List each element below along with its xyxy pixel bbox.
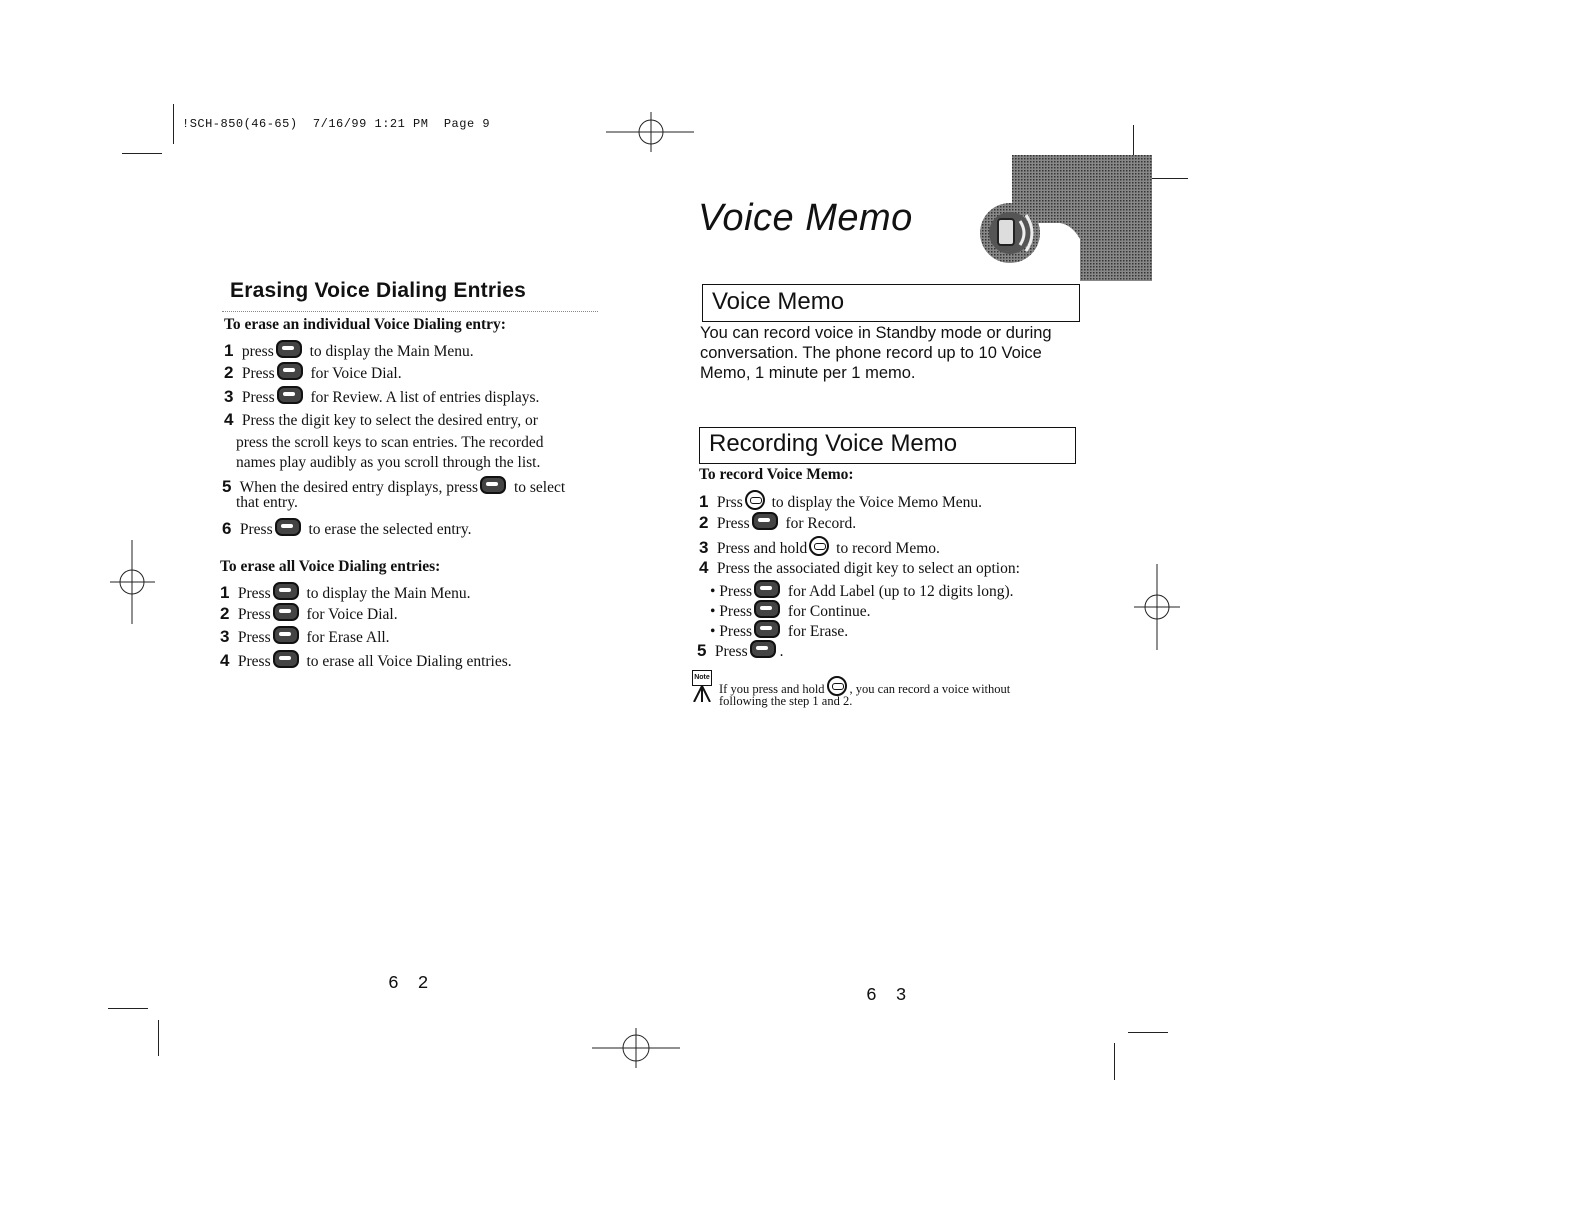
ok-key-icon (750, 640, 776, 658)
crop-mark (108, 1008, 148, 1009)
registration-mark-icon (606, 112, 696, 152)
section-heading: Recording Voice Memo (699, 427, 1076, 464)
list-item: 2 Press for Voice Dial. (220, 604, 398, 623)
list-item: 5 Press . (697, 641, 784, 660)
subheading: To erase an individual Voice Dialing entry: (224, 316, 506, 333)
list-item: 4 Press the digit key to select the desired entry, or (224, 410, 538, 429)
option-item: • Press for Erase. (710, 620, 848, 641)
voice-memo-key-icon (745, 490, 765, 510)
key-3-icon (277, 386, 303, 404)
subheading: To record Voice Memo: (699, 466, 854, 483)
key-2-icon (277, 362, 303, 380)
ok-key-icon (275, 518, 301, 536)
page-title: Voice Memo (698, 197, 913, 239)
key-1-icon (754, 580, 780, 598)
list-item: 6 Press to erase the selected entry. (222, 519, 472, 538)
voice-memo-key-icon (827, 676, 847, 696)
key-1-icon (752, 512, 778, 530)
list-item: 4 Press the associated digit key to select an option: (699, 558, 1020, 577)
list-item: 3 Press for Review. A list of entries displays. (224, 387, 540, 406)
list-item: 4 Press to erase all Voice Dialing entries. (220, 651, 512, 670)
registration-mark-icon (1134, 564, 1180, 650)
list-item: 2 Press for Voice Dial. (224, 363, 402, 382)
crop-mark (173, 104, 174, 144)
note-icon: Note (692, 670, 714, 704)
list-item-continuation: names play audibly as you scroll through the list. (236, 454, 541, 471)
menu-key-icon (273, 582, 299, 600)
list-item: 5 When the desired entry displays, press to select (222, 477, 566, 496)
option-item: • Press for Continue. (710, 600, 871, 621)
divider (222, 311, 598, 312)
list-item-continuation: press the scroll keys to scan entries. The recorded (236, 434, 544, 451)
crop-mark (1114, 1043, 1115, 1080)
key-3-icon (754, 620, 780, 638)
registration-mark-icon (110, 540, 155, 624)
crop-mark (158, 1020, 159, 1056)
registration-mark-icon (592, 1028, 682, 1068)
note-text: following the step 1 and 2. (719, 694, 853, 708)
voice-memo-icon (976, 155, 1156, 281)
ok-key-icon (480, 476, 506, 494)
paragraph: You can record voice in Standby mode or during conversation. The phone record up to 10 Voice Memo, 1 minute per 1 memo. (700, 324, 1052, 382)
note-text: If you press and hold , you can record a voice without (719, 676, 1010, 697)
crop-mark (122, 153, 162, 154)
key-2-icon (754, 600, 780, 618)
voice-memo-key-icon (809, 536, 829, 556)
crop-mark (1128, 1032, 1168, 1033)
section-heading: Erasing Voice Dialing Entries (230, 279, 526, 302)
list-item: 3 Press for Erase All. (220, 627, 390, 646)
list-item: 1 Prss to display the Voice Memo Menu. (699, 492, 982, 511)
list-item: 2 Press for Record. (699, 513, 857, 532)
section-heading: Voice Memo (702, 284, 1080, 322)
page-number: 6 3 (866, 986, 911, 1006)
menu-key-icon (276, 340, 302, 358)
key-9-icon (273, 626, 299, 644)
ok-key-icon (273, 650, 299, 668)
list-item: 3 Press and hold to record Memo. (699, 538, 940, 557)
option-item: • Press for Add Label (up to 12 digits long). (710, 580, 1014, 601)
key-2-icon (273, 603, 299, 621)
list-item-continuation: that entry. (236, 494, 298, 511)
print-slug: !SCH-850(46-65) 7/16/99 1:21 PM Page 9 (182, 117, 491, 131)
page-number: 6 2 (388, 974, 433, 994)
list-item: 1 Press to display the Main Menu. (220, 583, 471, 602)
subheading: To erase all Voice Dialing entries: (220, 558, 441, 575)
list-item: 1 press to display the Main Menu. (224, 341, 474, 360)
